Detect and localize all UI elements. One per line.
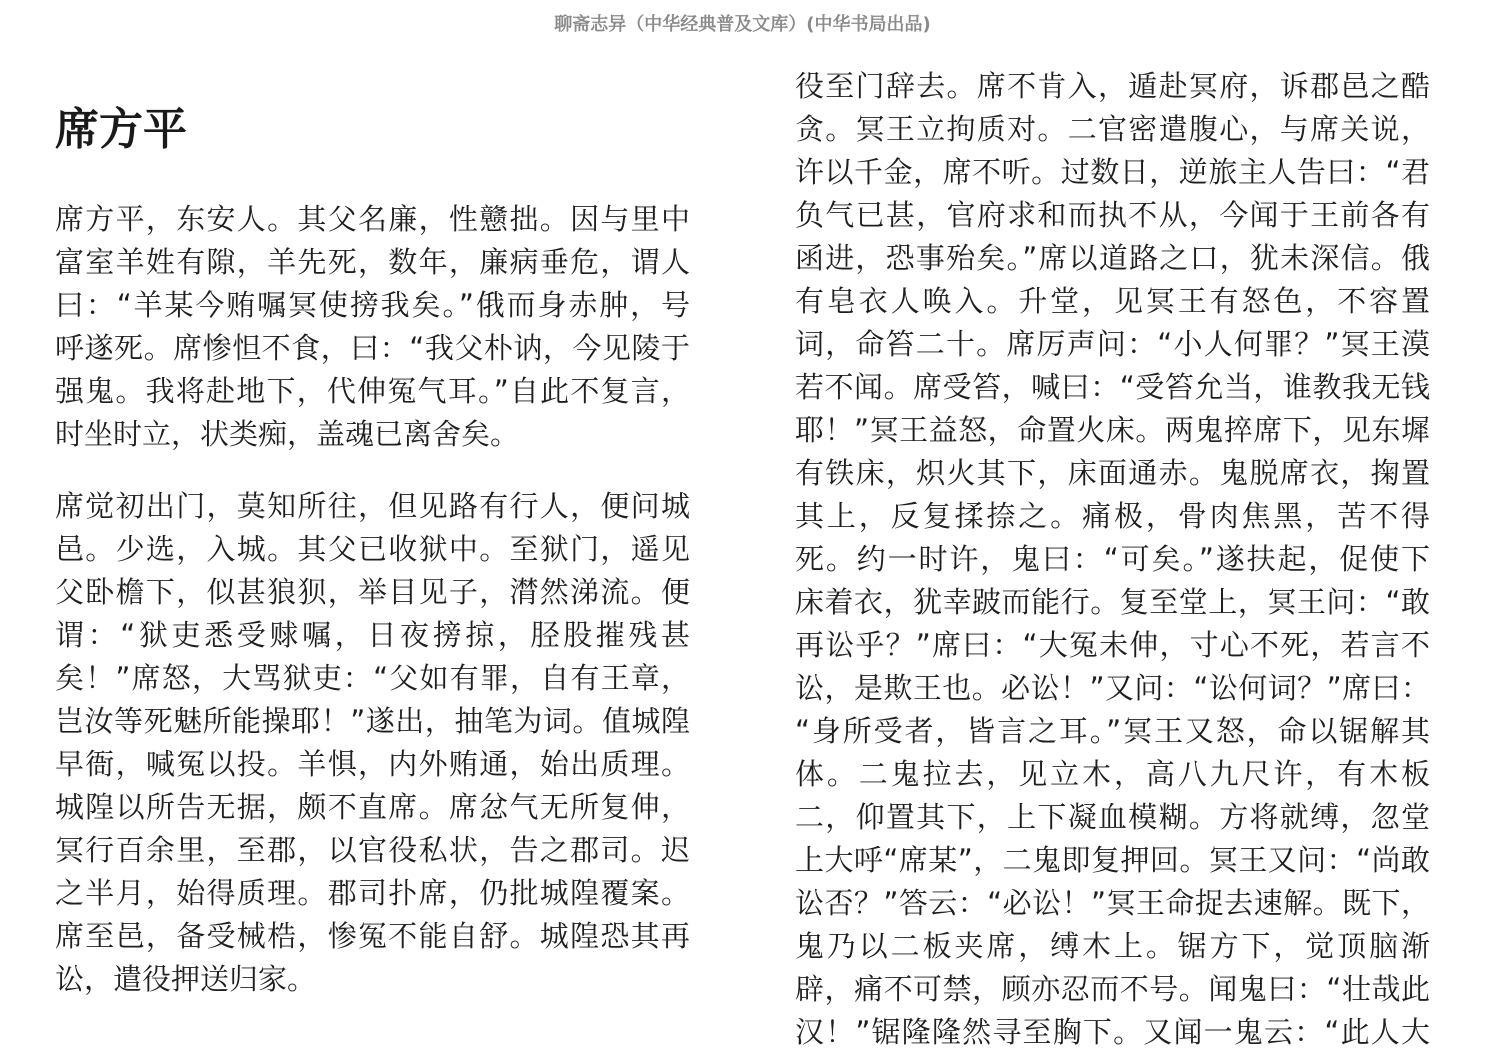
text-line: 冥行百余里，至郡，以官役私状，告之郡司。迟 [55, 833, 690, 867]
text-line: 城隍以所告无据，颇不直席。席忿气无所复伸， [55, 790, 690, 824]
text-line: 再讼乎？”席曰：“大冤未伸，寸心不死，若言不 [795, 628, 1430, 662]
text-line: 谓：“狱吏悉受赇嘱，日夜搒掠，胫股摧残甚 [55, 618, 690, 652]
text-line: 之半月，始得质理。郡司扑席，仍批城隍覆案。 [55, 876, 690, 910]
text-line: 曰：“羊某今贿嘱冥使搒我矣。”俄而身赤肿，号 [55, 288, 690, 322]
text-line: 有皂衣人唤入。升堂，见冥王有怒色，不容置 [795, 284, 1430, 318]
text-line: 函进，恐事殆矣。”席以道路之口，犹未深信。俄 [795, 241, 1430, 275]
text-line: 富室羊姓有隙，羊先死，数年，廉病垂危，谓人 [55, 245, 690, 279]
text-line: 辟，痛不可禁，顾亦忍而不号。闻鬼曰：“壮哉此 [795, 972, 1430, 1006]
text-line: 席至邑，备受械梏，惨冤不能自舒。城隍恐其再 [55, 919, 690, 953]
text-line: “身所受者，皆言之耳。”冥王又怒，命以锯解其 [795, 714, 1430, 748]
text-line: 体。二鬼拉去，见立木，高八九尺许，有木板 [795, 757, 1430, 791]
text-line: 时坐时立，状类痴，盖魂已离舍矣。 [55, 417, 520, 451]
text-line: 邑。少选，入城。其父已收狱中。至狱门，遥见 [55, 532, 690, 566]
paragraph [795, 65, 1430, 1049]
text-line: 讼，是欺王也。必讼！”又问：“讼何词？”席曰： [795, 671, 1430, 705]
text-line: 呼遂死。席惨怛不食，曰：“我父朴讷，今见陵于 [55, 331, 690, 365]
text-line: 死。约一时许，鬼曰：“可矣。”遂扶起，促使下 [795, 542, 1430, 576]
text-line: 早衙，喊冤以投。羊惧，内外贿通，始出质理。 [55, 747, 690, 781]
text-line: 席方平，东安人。其父名廉，性戆拙。因与里中 [55, 202, 690, 236]
left-page-column [55, 104, 690, 1001]
text-line: 岂汝等死魅所能操耶！”遂出，抽笔为词。值城隍 [55, 704, 690, 738]
text-line: 讼否？”答云：“必讼！”冥王命捉去速解。既下， [795, 886, 1430, 920]
paragraph [55, 198, 690, 456]
text-line: 耶！”冥王益怒，命置火床。两鬼捽席下，见东墀 [795, 413, 1430, 447]
text-line: 贪。冥王立拘质对。二官密遣腹心，与席关说， [795, 112, 1430, 146]
text-line: 若不闻。席受笞，喊曰：“受笞允当，谁教我无钱 [795, 370, 1430, 404]
text-line: 有铁床，炽火其下，床面通赤。鬼脱席衣，掬置 [795, 456, 1430, 490]
text-line: 强鬼。我将赴地下，代伸冤气耳。”自此不复言， [55, 374, 690, 408]
text-line: 讼，遣役押送归家。 [55, 962, 317, 996]
text-line: 役至门辞去。席不肯入，遁赴冥府，诉郡邑之酷 [795, 69, 1430, 103]
text-line: 矣！”席怒，大骂狱吏：“父如有罪，自有王章， [55, 661, 690, 695]
chapter-title: 席方平 [55, 104, 187, 155]
text-line: 上大呼“席某”，二鬼即复押回。冥王又问：“尚敢 [795, 843, 1430, 877]
text-line: 鬼乃以二板夹席，缚木上。锯方下，觉顶脑渐 [795, 929, 1430, 963]
text-line: 许以千金，席不听。过数日，逆旅主人告曰：“君 [795, 155, 1430, 189]
running-header-book-title: 聊斋志异（中华经典普及文库）(中华书局出品) [554, 14, 931, 35]
text-line: 汉！”锯隆隆然寻至胸下。又闻一鬼云：“此人大 [795, 1015, 1430, 1049]
text-line: 床着衣，犹幸跛而能行。复至堂上，冥王问：“敢 [795, 585, 1430, 619]
text-line: 词，命笞二十。席厉声问：“小人何罪？”冥王漠 [795, 327, 1430, 361]
text-line: 其上，反复揉捺之。痛极，骨肉焦黑，苦不得 [795, 499, 1430, 533]
text-line: 负气已甚，官府求和而执不从，今闻于王前各有 [795, 198, 1430, 232]
right-page-column [795, 65, 1430, 1049]
paragraph [55, 485, 690, 1001]
text-line: 父卧檐下，似甚狼狈，举目见子，潸然涕流。便 [55, 575, 690, 609]
text-line: 二，仰置其下，上下凝血模糊。方将就缚，忽堂 [795, 800, 1430, 834]
text-line: 席觉初出门，莫知所往，但见路有行人，便问城 [55, 489, 690, 523]
